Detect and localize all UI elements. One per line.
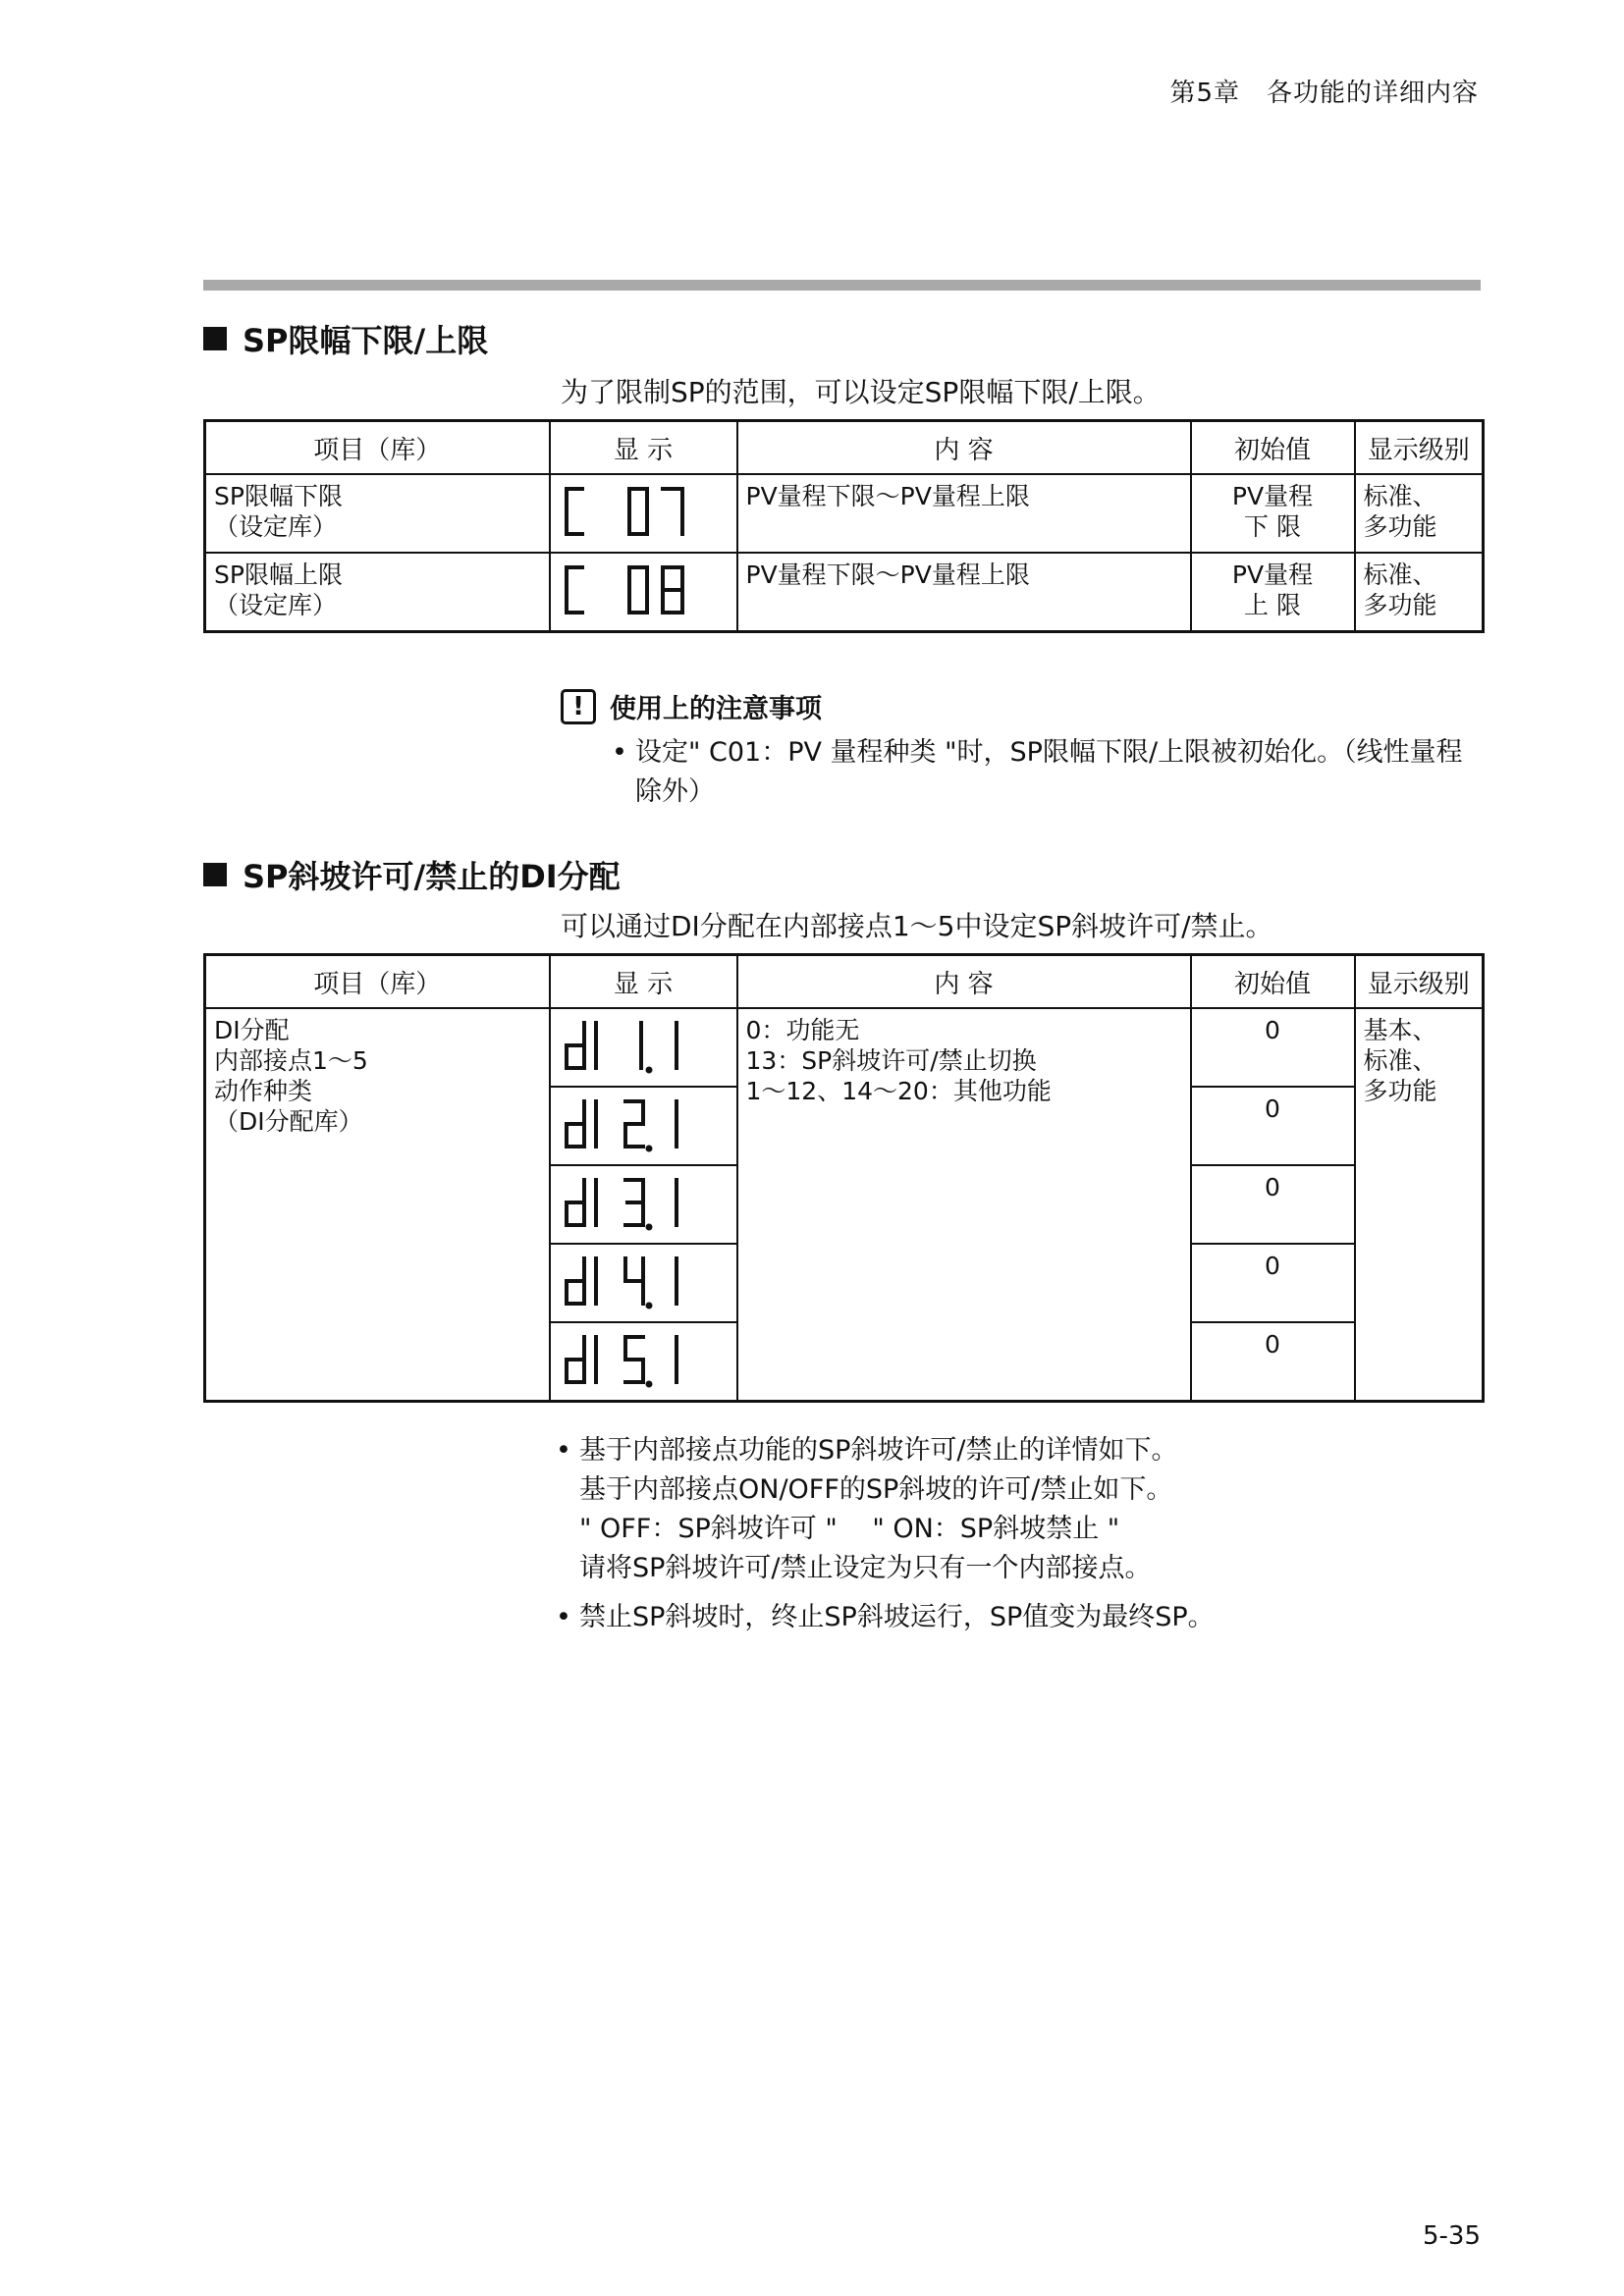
seven-seg-display-icon — [561, 1172, 698, 1233]
header-content: 内 容 — [737, 421, 1191, 475]
note-line: 禁止SP斜坡时，终止SP斜坡运行，SP值变为最终SP。 — [579, 1602, 1215, 1632]
list-item: • 设定" C01：PV 量程种类 "时，SP限幅下限/上限被初始化。（线性量程除外） — [612, 737, 1463, 807]
header-display: 显 示 — [550, 421, 737, 475]
caution-heading: ! 使用上的注意事项 — [561, 687, 1484, 725]
table-header-row — [205, 421, 1484, 475]
notes-list — [556, 1431, 1489, 1637]
header-content: 内 容 — [737, 955, 1191, 1009]
initial-cell: 0 — [1265, 1330, 1280, 1359]
display-cell — [550, 1322, 737, 1401]
item-cell: SP限幅下限 （设定库） — [214, 482, 343, 541]
list-item: • 基于内部接点功能的SP斜坡许可/禁止的详情如下。 基于内部接点ON/OFF的SP斜坡的许可/禁止如下。 " OFF：SP斜坡许可 " " ON：SP斜坡禁止 " 请将SP斜坡许可/禁止设定为只有一个内部接点。 — [556, 1431, 1489, 1588]
header-display: 显 示 — [550, 955, 737, 1009]
note-line: " OFF：SP斜坡许可 " " ON：SP斜坡禁止 " — [579, 1514, 1120, 1544]
item-cell: DI分配 内部接点1～5 动作种类 （DI分配库） — [214, 1016, 368, 1136]
caution-list — [561, 733, 1484, 812]
display-cell — [550, 1008, 737, 1087]
initial-cell: PV量程 下 限 — [1231, 482, 1314, 541]
seven-seg-display-icon — [561, 1094, 698, 1154]
initial-cell: PV量程 上 限 — [1231, 561, 1314, 619]
initial-cell: 0 — [1265, 1252, 1280, 1280]
seven-seg-display-icon — [561, 481, 698, 542]
seven-seg-display-icon — [561, 560, 698, 620]
note-line: 基于内部接点ON/OFF的SP斜坡的许可/禁止如下。 — [579, 1474, 1173, 1505]
initial-cell: 0 — [1265, 1095, 1280, 1123]
square-bullet-icon — [203, 863, 227, 886]
di-assign-table — [203, 953, 1485, 1403]
header-initial: 初始值 — [1191, 421, 1355, 475]
seven-seg-display-icon — [561, 1329, 698, 1390]
table-header-row — [205, 955, 1484, 1009]
header-initial: 初始值 — [1191, 955, 1355, 1009]
section2-intro: 可以通过DI分配在内部接点1～5中设定SP斜坡许可/禁止。 — [561, 910, 1273, 942]
seven-seg-display-icon — [561, 1251, 698, 1311]
initial-cell: 0 — [1265, 1016, 1280, 1044]
header-level: 显示级别 — [1355, 421, 1484, 475]
display-cell — [550, 474, 737, 553]
table-row — [205, 553, 1484, 631]
level-cell: 基本、 标准、 多功能 — [1363, 1016, 1437, 1105]
display-cell — [550, 553, 737, 631]
display-cell — [550, 1165, 737, 1244]
exclamation-icon: ! — [561, 689, 596, 724]
level-cell: 标准、 多功能 — [1363, 561, 1437, 619]
header-level: 显示级别 — [1355, 955, 1484, 1009]
display-cell — [550, 1244, 737, 1322]
caution-box — [561, 687, 1484, 812]
item-cell: SP限幅上限 （设定库） — [214, 561, 343, 619]
section2-title: SP斜坡许可/禁止的DI分配 — [203, 852, 621, 897]
content-cell: PV量程下限～PV量程上限 — [745, 561, 1030, 589]
note-line: 基于内部接点功能的SP斜坡许可/禁止的详情如下。 — [579, 1435, 1178, 1466]
header-item: 项目（库） — [205, 421, 550, 475]
square-bullet-icon — [203, 327, 227, 350]
content-cell: 0：功能无 13：SP斜坡许可/禁止切换 1～12、14～20：其他功能 — [745, 1016, 1052, 1105]
header-item: 项目（库） — [205, 955, 550, 1009]
table-row — [205, 1008, 1484, 1087]
list-item: • 禁止SP斜坡时，终止SP斜坡运行，SP值变为最终SP。 — [556, 1598, 1489, 1637]
section-rule — [203, 280, 1481, 291]
chapter-header: 第5章 各功能的详细内容 — [1169, 79, 1479, 108]
content-cell: PV量程下限～PV量程上限 — [745, 482, 1030, 510]
section1-title: SP限幅下限/上限 — [203, 316, 488, 361]
sp-limit-table — [203, 419, 1485, 633]
display-cell — [550, 1087, 737, 1165]
note-line: 请将SP斜坡许可/禁止设定为只有一个内部接点。 — [579, 1553, 1152, 1583]
level-cell: 标准、 多功能 — [1363, 482, 1437, 541]
page-number: 5-35 — [1422, 2221, 1481, 2251]
seven-seg-display-icon — [561, 1015, 698, 1076]
table-row — [205, 474, 1484, 553]
initial-cell: 0 — [1265, 1173, 1280, 1201]
section1-intro: 为了限制SP的范围，可以设定SP限幅下限/上限。 — [561, 376, 1161, 408]
